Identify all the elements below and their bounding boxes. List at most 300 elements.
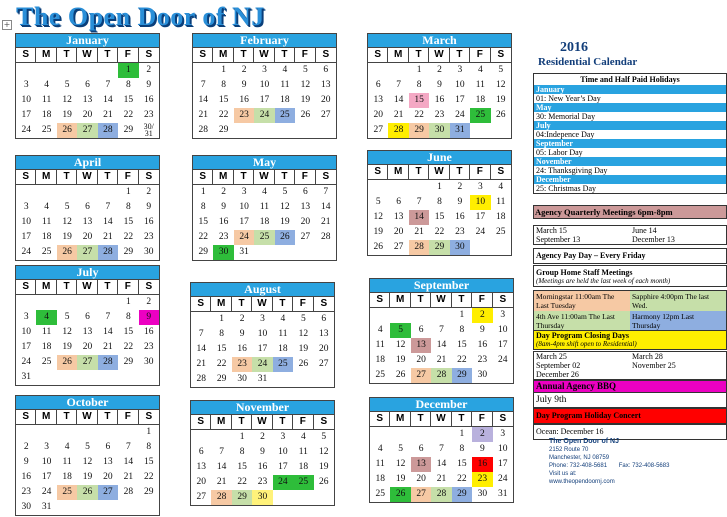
day-cell [491, 123, 511, 138]
day-cell: 25 [496, 227, 506, 237]
day-cell: 27 [98, 485, 118, 500]
day-cell: 23 [472, 472, 492, 487]
concert-header [533, 408, 727, 424]
day-cell: 25 [470, 108, 490, 123]
day-cell: 27 [196, 492, 206, 502]
day-cell: 3 [241, 187, 247, 197]
day-cell: 13 [82, 95, 93, 105]
day-cell [254, 123, 274, 138]
day-cell: 17 [257, 344, 268, 354]
day-cell: 23 [232, 357, 252, 372]
day-cell: 29 [409, 123, 429, 138]
day-cell: 19 [62, 232, 72, 242]
day-cell: 12 [319, 447, 329, 457]
day-cell: 13 [196, 462, 206, 472]
weekday-header [191, 297, 334, 312]
day-cell: 26 [57, 355, 77, 370]
day-cell [77, 63, 97, 78]
day-cell: 4 [36, 310, 56, 325]
day-cell: 12 [395, 459, 406, 469]
day-cell: 20 [196, 477, 206, 487]
day-cell: 17 [41, 472, 52, 482]
day-cell: 23 [218, 232, 229, 242]
day-cell: 24 [21, 247, 31, 257]
day-cell: 15 [198, 217, 208, 227]
day-cell: 22 [218, 110, 229, 120]
day-cell: 14 [123, 457, 134, 467]
day-cell: 17 [475, 212, 486, 222]
day-cell: 14 [103, 217, 113, 227]
day-cell [98, 370, 118, 385]
weekday-header [16, 410, 159, 425]
day-cell: 6 [85, 202, 90, 212]
day-cell: 1 [437, 182, 442, 192]
day-cell: 31 [239, 247, 249, 257]
day-cell [390, 308, 410, 323]
day-cell: 16 [21, 472, 31, 482]
holiday-item: 04:Indepence Day [536, 130, 595, 139]
quarterly-date: December 13 [632, 235, 675, 244]
day-cell: 23 [21, 487, 31, 497]
day-cell: 1 [221, 65, 226, 75]
day-cell: 28 [431, 487, 451, 502]
weekday-label: M [36, 280, 56, 295]
weekday-label: S [16, 48, 36, 63]
contact-phone: Phone: 732-408-5681 [549, 463, 608, 469]
month-title: June [368, 151, 511, 165]
day-cell: 31 [21, 372, 31, 382]
weekday-label: S [316, 48, 336, 63]
day-cell: 24 [21, 125, 31, 135]
weekday-header [191, 415, 334, 430]
day-cell: 5 [375, 197, 381, 207]
weekday-header [193, 48, 336, 63]
day-cell: 16 [218, 217, 229, 227]
day-cell: 18 [298, 462, 309, 472]
day-cell: 26 [496, 110, 506, 120]
day-cell: 3 [44, 442, 49, 452]
day-cell [191, 430, 211, 445]
day-cell: 25 [375, 370, 385, 380]
day-cell: 11 [375, 459, 385, 469]
day-cell: 7 [105, 202, 111, 212]
day-cell: 1 [219, 314, 224, 324]
day-cell: 24 [252, 357, 272, 372]
day-cell: 3 [23, 202, 29, 212]
day-cell: 20 [373, 110, 383, 120]
day-cell: 20 [103, 472, 113, 482]
day-cell: 22 [237, 477, 247, 487]
day-cell: 11 [375, 340, 385, 350]
weekday-label: W [431, 293, 451, 308]
month-december [369, 397, 514, 503]
weekday-label: T [57, 48, 77, 63]
day-cell: 15 [123, 217, 134, 227]
month-title: November [191, 401, 334, 415]
day-cell: 29 [452, 487, 472, 502]
weekday-header [368, 165, 511, 180]
day-cell: 12 [82, 457, 93, 467]
day-cell: 1 [200, 187, 206, 197]
day-cell: 23 [234, 108, 254, 123]
day-cell: 21 [103, 342, 113, 352]
day-cell: 17 [239, 217, 249, 227]
day-cell: 23 [455, 227, 465, 237]
weekday-label: W [431, 412, 451, 427]
day-cell: 26 [373, 242, 383, 252]
day-cell: 29 [216, 374, 227, 384]
weekday-label: T [57, 410, 77, 425]
weekday-label: W [429, 48, 449, 63]
day-cell: 12 [496, 80, 506, 90]
day-cell: 11 [62, 457, 72, 467]
day-cell: 24 [273, 475, 293, 490]
month-june [367, 150, 512, 256]
day-cell: 24 [455, 110, 465, 120]
quarterly-date: September 13 [536, 235, 581, 244]
day-cell: 13 [319, 329, 329, 339]
weekday-label: W [254, 170, 274, 185]
weekday-label: W [77, 410, 97, 425]
weekday-label: T [411, 293, 431, 308]
contact-city: Manchester, NJ 08759 [549, 455, 610, 461]
ghs-4th-ave: 4th Ave 11:00am The Last Thursday [534, 311, 630, 331]
day-cell: 30 [477, 489, 488, 499]
day-cell: 21 [321, 217, 331, 227]
weekday-label: W [77, 280, 97, 295]
day-cell: 11 [298, 447, 308, 457]
day-cell: 4 [282, 65, 288, 75]
day-cell: 18 [475, 95, 486, 105]
month-title: April [16, 156, 159, 170]
day-cell: 2 [146, 187, 152, 197]
day-cell: 23 [434, 110, 445, 120]
holiday-item: 25: Christmas Day [536, 184, 596, 193]
day-cell: 28 [98, 355, 118, 370]
day-cell: 13 [82, 327, 93, 337]
day-cell [77, 425, 97, 440]
day-cell: 6 [321, 314, 327, 324]
day-grid [16, 425, 159, 515]
weekday-label: T [57, 280, 77, 295]
day-cell: 10 [278, 447, 288, 457]
weekday-label: S [491, 165, 511, 180]
day-cell: 4 [300, 432, 306, 442]
day-cell: 4 [498, 182, 504, 192]
weekday-label: W [254, 48, 274, 63]
day-cell: 6 [323, 65, 329, 75]
day-cell: 11 [42, 95, 52, 105]
day-grid [193, 63, 336, 138]
day-cell: 19 [280, 217, 290, 227]
day-cell: 26 [395, 370, 406, 380]
quarterly-title: Agency Quarterly Meetings 6pm-8pm [535, 207, 673, 217]
day-cell: 21 [436, 355, 447, 365]
day-cell: 8 [125, 312, 131, 322]
day-cell: 8 [239, 447, 245, 457]
weekday-label: F [118, 170, 138, 185]
day-cell: 3 [260, 314, 265, 324]
month-september [369, 278, 514, 384]
day-cell [36, 185, 56, 200]
day-cell: 15 [409, 93, 429, 108]
day-cell: 15 [457, 459, 467, 469]
day-cell [316, 123, 336, 138]
month-march [367, 33, 512, 139]
day-cell: 18 [375, 474, 385, 484]
day-cell: 28 [431, 368, 451, 383]
day-cell: 29 [123, 357, 134, 367]
day-cell: 21 [198, 110, 208, 120]
day-cell: 17 [455, 95, 465, 105]
day-grid [368, 63, 511, 138]
closing-date: November 25 [632, 361, 676, 370]
day-cell: 27 [319, 359, 329, 369]
day-cell: 4 [262, 187, 267, 197]
ghs-morningstar: Morningstar 11:00am The Last Tuesday [534, 291, 630, 311]
day-cell: 1 [118, 63, 138, 78]
day-cell: 25 [57, 485, 77, 500]
day-cell: 21 [414, 227, 424, 237]
ghs-sapphire: Sapphire 4:00pm The last Wed. [630, 291, 726, 311]
weekday-label: F [295, 170, 315, 185]
day-cell: 29 [232, 490, 252, 505]
day-cell [431, 308, 451, 323]
quarterly-date: March 15 [536, 226, 567, 235]
day-cell: 27 [77, 123, 97, 138]
concert-title: Day Program Holiday Concert [536, 411, 641, 420]
day-grid [16, 295, 159, 385]
closing-date: March 28 [632, 352, 663, 361]
day-cell: 12 [298, 329, 309, 339]
day-cell [57, 185, 77, 200]
day-cell: 3 [23, 312, 29, 322]
day-cell: 6 [105, 442, 111, 452]
weekday-label: W [77, 170, 97, 185]
day-cell: 21 [216, 477, 227, 487]
day-cell [98, 425, 118, 440]
website-link[interactable]: www.theopendoornj.com [549, 479, 615, 485]
day-cell [57, 295, 77, 310]
day-cell [16, 425, 36, 440]
weekday-label: M [211, 297, 231, 312]
day-cell: 23 [257, 477, 268, 487]
day-cell: 1 [125, 187, 131, 197]
day-cell: 7 [105, 312, 111, 322]
day-cell [390, 427, 410, 442]
day-grid [193, 185, 336, 260]
weekday-label: W [429, 165, 449, 180]
day-cell: 29 [429, 240, 449, 255]
weekday-label: W [252, 297, 272, 312]
day-cell: 1 [459, 429, 465, 439]
day-cell: 31 [450, 123, 470, 138]
day-cell: 30 [144, 247, 154, 257]
day-cell: 18 [41, 232, 52, 242]
day-cell: 16 [477, 340, 488, 350]
bbq-box [533, 392, 727, 408]
day-cell: 12 [373, 212, 383, 222]
day-cell: 12 [300, 80, 311, 90]
day-cell: 20 [393, 227, 404, 237]
day-cell: 27 [411, 487, 431, 502]
weekday-label: M [213, 48, 233, 63]
weekday-label: S [191, 297, 211, 312]
day-cell: 24 [498, 355, 508, 365]
weekday-label: T [232, 297, 252, 312]
month-november [190, 400, 335, 506]
weekday-label: S [316, 170, 336, 185]
day-cell: 14 [216, 462, 227, 472]
day-cell: 21 [393, 110, 404, 120]
month-title: October [16, 396, 159, 410]
weekday-label: S [139, 410, 159, 425]
day-cell: 10 [498, 444, 508, 454]
day-cell: 13 [393, 212, 404, 222]
contact-block [549, 438, 669, 486]
day-cell: 6 [198, 447, 204, 457]
day-cell: 25 [41, 125, 52, 135]
day-cell [36, 63, 56, 78]
weekday-label: M [390, 293, 410, 308]
day-cell: 11 [496, 197, 506, 207]
day-cell: 27 [300, 232, 311, 242]
day-cell: 18 [278, 344, 288, 354]
weekday-header [370, 293, 513, 308]
day-cell [118, 425, 138, 440]
day-cell: 22 [457, 474, 467, 484]
day-grid [368, 180, 511, 255]
day-cell: 21 [436, 474, 447, 484]
day-cell: 2 [146, 297, 152, 307]
bbq-title: Annual Agency BBQ [536, 381, 617, 391]
weekday-label: S [191, 415, 211, 430]
day-cell: 9 [221, 202, 226, 212]
day-cell: 4 [64, 442, 70, 452]
day-cell [98, 63, 118, 78]
day-cell: 20 [82, 232, 93, 242]
closing-date: March 25 [536, 352, 567, 361]
day-cell: 9 [139, 310, 159, 325]
legend-subtitle: Residential Calendar [538, 56, 638, 68]
weekday-label: M [36, 410, 56, 425]
weekday-label: T [273, 297, 293, 312]
day-cell: 17 [21, 110, 31, 120]
day-cell: 10 [41, 457, 52, 467]
day-cell [273, 372, 293, 387]
day-cell: 17 [259, 95, 270, 105]
day-cell [77, 185, 97, 200]
day-cell: 22 [123, 110, 134, 120]
day-cell: 21 [196, 359, 206, 369]
day-cell: 8 [437, 197, 442, 207]
day-cell: 19 [62, 342, 72, 352]
day-cell: 22 [216, 359, 227, 369]
day-cell: 14 [321, 202, 331, 212]
day-cell: 23 [477, 355, 488, 365]
day-cell: 7 [198, 329, 204, 339]
day-cell: 25 [41, 247, 52, 257]
day-cell: 11 [259, 202, 270, 212]
month-title: May [193, 156, 336, 170]
day-cell: 22 [414, 110, 424, 120]
day-cell: 14 [196, 344, 206, 354]
day-cell: 22 [123, 342, 134, 352]
weekday-label: F [470, 165, 490, 180]
day-cell: 6 [85, 80, 90, 90]
table-anchor-icon[interactable]: + [3, 20, 11, 29]
day-cell: 1 [125, 297, 131, 307]
day-cell: 16 [472, 457, 492, 472]
day-cell: 9 [241, 80, 247, 90]
day-cell: 25 [254, 230, 274, 245]
weekday-label: S [139, 48, 159, 63]
weekday-label: M [388, 165, 408, 180]
day-cell: 19 [395, 474, 406, 484]
day-cell [36, 295, 56, 310]
day-cell: 8 [219, 329, 224, 339]
closing-title: Day Program Closing Days [536, 331, 629, 340]
day-cell [254, 245, 274, 260]
day-cell: 27 [373, 125, 383, 135]
day-cell: 4 [477, 65, 483, 75]
day-cell: 23 [144, 232, 154, 242]
month-title: August [191, 283, 334, 297]
day-grid [370, 427, 513, 502]
day-cell: 3 [477, 182, 483, 192]
day-cell [77, 370, 97, 385]
month-january [15, 33, 160, 139]
day-cell [77, 295, 97, 310]
ghs-harmony: Harmony 12pm Last Thursday [630, 311, 726, 331]
day-cell: 28 [98, 123, 118, 138]
day-cell [316, 245, 336, 260]
day-cell: 17 [21, 342, 31, 352]
day-cell [295, 123, 315, 138]
day-cell: 2 [472, 308, 492, 323]
day-cell: 7 [439, 325, 444, 335]
weekday-label: F [293, 415, 313, 430]
day-cell: 5 [321, 432, 327, 442]
day-cell: 16 [434, 95, 445, 105]
day-cell: 13 [103, 457, 113, 467]
day-cell: 18 [41, 110, 52, 120]
day-cell: 19 [298, 344, 309, 354]
day-cell: 19 [319, 462, 329, 472]
weekday-label: W [252, 415, 272, 430]
day-cell: 5 [85, 442, 90, 452]
day-cell: 17 [278, 462, 288, 472]
holidays-list [534, 85, 726, 193]
holiday-month-bar: May [534, 103, 726, 112]
day-cell [191, 312, 211, 327]
day-cell: 22 [457, 355, 467, 365]
day-cell: 25 [273, 357, 293, 372]
day-cell: 4 [44, 80, 49, 90]
weekday-label: F [295, 48, 315, 63]
ghs-title: Group Home Staff Meetings [536, 268, 633, 277]
day-cell: 30 [477, 370, 488, 380]
day-cell: 20 [82, 110, 93, 120]
day-cell: 15 [218, 95, 229, 105]
day-cell: 2 [146, 65, 152, 75]
weekday-label: S [16, 410, 36, 425]
day-cell: 16 [237, 344, 247, 354]
day-cell: 3 [23, 80, 29, 90]
day-cell: 10 [259, 80, 270, 90]
day-cell [16, 295, 36, 310]
weekday-label: T [234, 170, 254, 185]
